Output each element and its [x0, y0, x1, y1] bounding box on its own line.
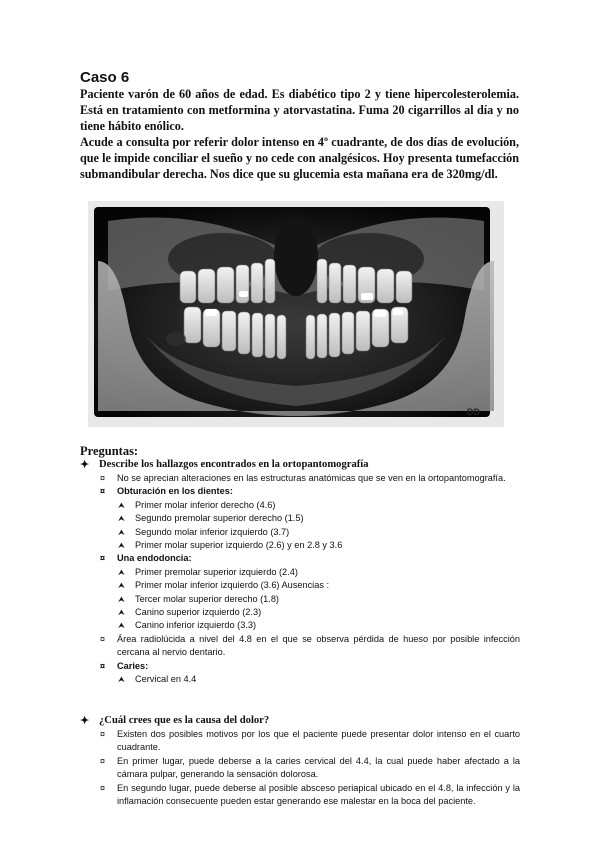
questions-title: Preguntas:	[80, 444, 139, 458]
case-title: Caso 6	[80, 69, 130, 86]
arrowhead-bullet-icon: ⮝	[118, 567, 125, 577]
case-paragraph-2: Acude a consulta por referir dolor intenso en 4º cuadrante, de dos días de evolución, que le impide conciliar el sueño y no cede con analgésicos. Hoy presenta tumefacción submandibular derecha. Nos dice que su glucemia esta mañana era de 320mg/dl.	[80, 134, 519, 181]
list-item: ⮝ Segundo premolar superior derecho (1.5)	[80, 512, 520, 525]
endodontics-title: ¤ Una endodoncia:	[80, 552, 520, 565]
arrowhead-bullet-icon: ⮝	[118, 608, 125, 618]
currency-bullet-icon: ¤	[100, 486, 106, 497]
currency-bullet-icon: ¤	[100, 553, 106, 564]
star-bullet-icon: ✦	[80, 715, 90, 727]
currency-bullet-icon: ¤	[100, 473, 106, 483]
question-2-heading	[80, 714, 520, 728]
question-2-block	[80, 714, 520, 808]
case-description	[80, 87, 519, 182]
list-item: ¤ No se aprecian alteraciones en las estructuras anatómicas que se ven en la ortopantomografía.	[80, 472, 520, 485]
list-item: ⮝ Primer molar superior izquierdo (2.6) y en 2.8 y 3.6	[80, 539, 520, 552]
currency-bullet-icon: ¤	[100, 729, 106, 739]
panoramic-xray	[88, 201, 504, 427]
list-item: ⮝ Tercer molar superior derecho (1.8)	[80, 593, 520, 606]
currency-bullet-icon: ¤	[100, 633, 106, 644]
question-1-heading	[80, 458, 520, 472]
arrowhead-bullet-icon: ⮝	[118, 621, 125, 631]
arrowhead-bullet-icon: ⮝	[118, 594, 125, 604]
arrowhead-bullet-icon: ⮝	[118, 675, 125, 685]
list-item: ⮝ Canino inferior izquierdo (3.3)	[80, 619, 520, 632]
arrowhead-bullet-icon: ⮝	[118, 581, 125, 591]
currency-bullet-icon: ¤	[100, 755, 106, 766]
xray-watermark: DD	[467, 407, 480, 417]
list-item: ¤ En primer lugar, puede deberse a la caries cervical del 4.4, la cual puede haber afectado a la cámara pulpar, generando la sensación dolorosa.	[100, 755, 520, 780]
arrowhead-bullet-icon: ⮝	[118, 541, 125, 551]
list-item: ⮝ Canino superior izquierdo (2.3)	[80, 606, 520, 619]
list-item: ¤ Área radiolúcida a nivel del 4.8 en el que se observa pérdida de hueso por posible infección cercana al nervio dentario.	[100, 633, 520, 658]
panoramic-xray-image	[88, 201, 504, 427]
arrowhead-bullet-icon: ⮝	[118, 527, 125, 537]
star-bullet-icon: ✦	[80, 459, 90, 471]
list-item: ¤ En segundo lugar, puede deberse al posible absceso periapical ubicado en el 4.8, la infección y la inflamación consecuente pueden estar generando ese malestar en la boca del paciente.	[100, 782, 520, 807]
question-1-block	[80, 458, 520, 687]
question-2-text: ¿Cuál crees que es la causa del dolor?	[99, 715, 270, 726]
fillings-title: ¤ Obturación en los dientes:	[80, 485, 520, 498]
case-paragraph-1: Paciente varón de 60 años de edad. Es diabético tipo 2 y tiene hipercolesterolemia. Está en tratamiento con metformina y atorvastatina. Fuma 20 cigarrillos al día y no tiene hábito enólico.	[80, 87, 519, 133]
arrowhead-bullet-icon: ⮝	[118, 500, 125, 510]
currency-bullet-icon: ¤	[100, 660, 106, 671]
list-item: ⮝ Primer molar inferior derecho (4.6)	[80, 499, 520, 512]
list-item: ⮝ Segundo molar inferior izquierdo (3.7)	[80, 526, 520, 539]
list-item: ⮝ Primer premolar superior izquierdo (2.4)	[80, 566, 520, 579]
question-1-text: Describe los hallazgos encontrados en la ortopantomografía	[99, 459, 369, 470]
list-item: ¤ Existen dos posibles motivos por los que el paciente puede presentar dolor intenso en el cuarto cuadrante.	[100, 729, 520, 753]
arrowhead-bullet-icon: ⮝	[118, 514, 125, 524]
currency-bullet-icon: ¤	[100, 782, 106, 793]
caries-title: ¤ Caries:	[80, 660, 520, 673]
list-item: ⮝ Primer molar inferior izquierdo (3.6) Ausencias :	[80, 579, 520, 592]
list-item: ⮝ Cervical en 4.4	[80, 673, 520, 686]
